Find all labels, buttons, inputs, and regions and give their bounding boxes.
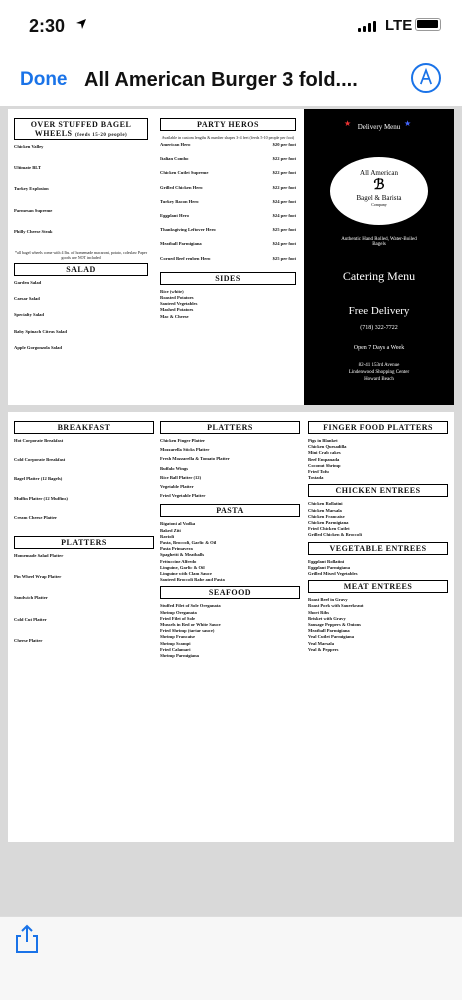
- platters2-heading: PLATTERS: [160, 421, 300, 434]
- menu-item-name: Homemade Salad Platter: [14, 553, 64, 559]
- entrees-column: [308, 418, 448, 653]
- menu-item-name: Grilled Chicken & Broccoli: [308, 532, 362, 538]
- menu-item-name: Mozzarella Sticks Platter: [160, 447, 210, 453]
- item-description: [14, 319, 148, 328]
- share-icon[interactable]: [14, 924, 40, 954]
- logo-line-3: Company: [371, 202, 387, 207]
- menu-item-name: Shrimp Scampi: [160, 640, 191, 646]
- bagel-wheels-heading: [14, 118, 148, 140]
- meat-entrees-heading: MEAT ENTREES: [308, 580, 448, 593]
- menu-item-name: Parmesan Supreme: [14, 207, 53, 213]
- seafood-heading: SEAFOOD: [160, 586, 300, 599]
- menu-item-name: Mashed Potatoes: [160, 307, 194, 313]
- bagel-wheels-column: [14, 115, 148, 361]
- menu-item-name: Specialty Salad: [14, 312, 44, 318]
- menu-item-price: $24 per foot: [272, 241, 296, 247]
- item-description: [14, 351, 148, 360]
- menu-item-name: Grilled Mixed Vegetables: [308, 571, 358, 577]
- free-delivery: Free Delivery: [348, 305, 410, 317]
- item-description: [14, 502, 154, 514]
- menu-item-price: $22 per foot: [272, 170, 296, 176]
- menu-item-name: Roasted Potatoes: [160, 295, 194, 301]
- menu-item-name: Corned Beef reuben Hero: [160, 255, 211, 261]
- menu-item-name: Meatball Parmigiana: [160, 241, 202, 247]
- document-title: All American Burger 3 fold....: [84, 69, 358, 91]
- item-description: [160, 262, 296, 269]
- menu-item-name: Linguine with Clam Sauce: [160, 571, 212, 577]
- menu-item-name: Chicken Quesadilla: [308, 444, 347, 450]
- menu-page-1: [8, 109, 454, 405]
- menu-item-name: Coconut Shrimp: [308, 462, 341, 468]
- item-description: [160, 248, 296, 255]
- signal-icon: [358, 21, 376, 32]
- menu-item-name: Roast Beef in Gravy: [308, 597, 348, 603]
- item-description: [14, 559, 154, 573]
- menu-item-price: $20 per foot: [272, 142, 296, 147]
- menu-item-name: Fried Calamari: [160, 646, 191, 652]
- item-description: [160, 481, 300, 483]
- logo-line-1: All American: [360, 169, 398, 177]
- done-button[interactable]: Done: [20, 69, 68, 90]
- menu-item-name: Mussels in Red or White Sauce: [160, 622, 221, 628]
- menu-item-name: Rice (white): [160, 288, 184, 294]
- menu-item-name: Fried Shrimp (tartar sauce): [160, 628, 215, 634]
- menu-item-name: Garden Salad: [14, 280, 42, 286]
- menu-item-name: Italian Combo: [160, 156, 189, 162]
- menu-item-name: Fried Chicken Cutlet: [308, 526, 350, 532]
- menu-item-name: Turkey Explosion: [14, 186, 49, 192]
- menu-item: [160, 314, 296, 320]
- address-line-3: Howard Beach: [364, 377, 394, 382]
- document-viewer[interactable]: [0, 106, 462, 916]
- navigation-bar: [0, 56, 462, 106]
- menu-item-name: Shrimp Francaise: [160, 634, 196, 640]
- location-arrow-icon: [75, 18, 87, 30]
- catering-menu-title: Catering Menu: [342, 269, 416, 283]
- menu-item-name: Sausage Peppers & Onions: [308, 622, 361, 628]
- menu-item-name: Buffalo Wings: [160, 465, 189, 471]
- sides-heading: SIDES: [160, 272, 296, 285]
- item-description: [160, 490, 300, 492]
- party-heros-heading: PARTY HEROS: [160, 118, 296, 131]
- menu-item-name: Pasta Primavera: [160, 546, 193, 552]
- item-description: [14, 580, 154, 594]
- menu-item-name: Chicken Rollatini: [308, 501, 343, 507]
- item-description: [14, 193, 148, 207]
- menu-item-name: Mac & Cheese: [160, 313, 189, 319]
- menu-item-name: Muffin Platter (12 Muffins): [14, 495, 68, 501]
- platters-heading: PLATTERS: [14, 536, 154, 549]
- item-description: [160, 233, 296, 240]
- item-description: [14, 171, 148, 185]
- menu-item: [160, 653, 300, 659]
- menu-item-name: Linguine, Garlic & Oil: [160, 564, 205, 570]
- item-description: [14, 214, 148, 228]
- menu-item-name: Fried Vegetable Platter: [160, 493, 206, 499]
- delivery-menu-label: Delivery Menu: [357, 123, 401, 131]
- menu-item-name: Caesar Salad: [14, 296, 40, 302]
- vegetable-entrees-heading: VEGETABLE ENTREES: [308, 542, 448, 555]
- menu-item-price: $25 per foot: [272, 255, 296, 261]
- item-description: [14, 286, 148, 295]
- menu-item-name: Brisket with Gravy: [308, 615, 346, 621]
- menu-item-name: Eggplant Parmigiana: [308, 564, 350, 570]
- menu-item-price: $22 per foot: [272, 184, 296, 190]
- menu-item-name: Meatball Parmigiana: [308, 628, 350, 634]
- menu-item-name: Pin Wheel Wrap Platter: [14, 574, 62, 580]
- item-description: [160, 191, 296, 198]
- markup-pen-icon[interactable]: [411, 63, 441, 93]
- menu-item-name: Sauteed Broccoli Rabe and Pasta: [160, 577, 225, 583]
- menu-item-name: Eggplant Hero: [160, 213, 189, 219]
- chicken-entrees-heading: CHICKEN ENTREES: [308, 484, 448, 497]
- network-label: LTE: [385, 17, 413, 34]
- menu-item-name: Chicken Parmigiana: [308, 520, 349, 526]
- item-description: [14, 602, 154, 616]
- item-description: [160, 177, 296, 184]
- menu-item: [308, 571, 448, 577]
- menu-item-name: Tostada: [308, 475, 324, 481]
- menu-item-price: $25 per foot: [272, 227, 296, 233]
- menu-item-name: Cold Corporate Breakfast: [14, 457, 66, 463]
- menu-item-name: Baby Spinach Citrus Salad: [14, 328, 67, 334]
- logo-line-2: Bagel & Barista: [356, 194, 402, 202]
- pasta-heading: PASTA: [160, 504, 300, 517]
- menu-item-name: Eggplant Rollatini: [308, 558, 345, 564]
- item-description: [14, 483, 154, 495]
- salad-heading: SALAD: [14, 263, 148, 276]
- bagel-wheels-title: OVER STUFFED BAGEL WHEELS: [30, 120, 132, 138]
- menu-item-name: Spaghetti & Meatballs: [160, 552, 205, 558]
- menu-item-name: Veal Cutlet Parmigiana: [308, 634, 355, 640]
- item-description: [160, 205, 296, 212]
- menu-item-name: Baked Ziti: [160, 527, 181, 533]
- menu-item-name: Roast Pork with Sauerkraut: [308, 603, 364, 609]
- menu-item-name: Ravioli: [160, 533, 175, 539]
- menu-item-name: Rigatoni al Vodka: [160, 521, 196, 527]
- status-bar: [0, 0, 462, 56]
- menu-item-name: Stuffed Filet of Sole Oreganata: [160, 603, 221, 609]
- battery-icon: [415, 18, 441, 31]
- menu-item-name: Chicken Marsala: [308, 507, 342, 513]
- menu-item-name: Cold Cut Platter: [14, 616, 47, 622]
- item-description: [14, 235, 148, 249]
- finger-food-heading: FINGER FOOD PLATTERS: [308, 421, 448, 434]
- menu-item-name: Thanksgiving Leftover Hero: [160, 227, 216, 233]
- star-icon: ★: [344, 119, 352, 128]
- menu-item-name: Veal & Peppers: [308, 646, 339, 652]
- item-description: [160, 453, 300, 455]
- menu-item-name: Fettuccine Alfredo: [160, 558, 197, 564]
- menu-item-name: American Hero: [160, 142, 191, 147]
- item-description: [14, 302, 148, 311]
- party-heros-column: [160, 115, 296, 320]
- item-description: [160, 148, 296, 155]
- item-description: [14, 644, 154, 658]
- item-description: [14, 623, 154, 637]
- menu-item-name: Veal Marsala: [308, 640, 334, 646]
- menu-item-name: Shrimp Oreganata: [160, 609, 197, 615]
- bottom-toolbar: [0, 916, 462, 1000]
- item-description: [14, 444, 154, 456]
- item-description: [14, 463, 154, 475]
- platters-column: [160, 418, 300, 659]
- menu-item-name: Mini Crab cakes: [308, 450, 341, 456]
- logo-monogram: ℬ: [373, 178, 385, 193]
- item-description: [160, 463, 300, 465]
- menu-item-price: $22 per foot: [272, 156, 296, 162]
- menu-item: [160, 577, 300, 583]
- menu-item-name: Cheese Platter: [14, 637, 43, 643]
- menu-item-price: $24 per foot: [272, 198, 296, 204]
- menu-page-2: [8, 412, 454, 842]
- menu-item-name: Turkey Bacon Hero: [160, 198, 199, 204]
- menu-item-name: Bagel Platter (12 Bagels): [14, 476, 63, 482]
- bagel-wheels-subtitle: (feeds 15-20 people): [74, 133, 128, 138]
- bagel-note: *all bagel wheels come with 4 lbs. of homemade macaroni, potato, coleslaw Paper goods are NOT included: [14, 250, 148, 261]
- item-description: [160, 219, 296, 226]
- clock: 2:30: [29, 16, 66, 36]
- menu-item: [308, 532, 448, 538]
- menu-item-name: Sandwich Platter: [14, 595, 48, 601]
- party-heros-subtitle: Available in custom lengths & number shapes 3-4 feet (feeds 5-10 people per foot): [161, 135, 295, 140]
- menu-item-name: Chicken Valley: [14, 144, 44, 149]
- menu-item-name: Fresh Mozzarella & Tomato Platter: [160, 456, 230, 462]
- menu-item-name: Vegetable Platter: [160, 484, 194, 490]
- item-description: [160, 472, 300, 474]
- menu-item-name: Cream Cheese Platter: [14, 514, 58, 520]
- menu-item-name: Fried Tofu: [308, 469, 329, 475]
- breakfast-heading: BREAKFAST: [14, 421, 154, 434]
- item-description: [160, 499, 300, 501]
- item-description: [160, 444, 300, 446]
- tagline: Authentic Hand Rolled, Water-Boiled Bagels: [341, 237, 417, 247]
- item-description: [14, 335, 148, 344]
- menu-item-name: Sauteed Vegetables: [160, 301, 198, 307]
- address-line-1: 82-41 153rd Avenue: [358, 363, 400, 368]
- menu-item-name: Shrimp Parmigiana: [160, 653, 199, 659]
- menu-cover: [304, 109, 454, 405]
- item-description: [14, 150, 148, 164]
- menu-item-name: Apple Gorgonzola Salad: [14, 344, 62, 350]
- menu-item-name: Pasta, Broccoli, Garlic & Oil: [160, 540, 217, 546]
- menu-item-name: Rice Ball Platter (12): [160, 474, 202, 480]
- hours: Open 7 Days a Week: [353, 345, 405, 351]
- menu-item-name: Pigs in Blanket: [308, 438, 338, 443]
- address-line-2: Lindenwood Shopping Center: [348, 370, 410, 375]
- item-description: [160, 162, 296, 169]
- menu-item-name: Grilled Chicken Hero: [160, 184, 203, 190]
- menu-item-name: Ultimate BLT: [14, 165, 42, 171]
- phone-number: (718) 322-7722: [360, 325, 398, 331]
- menu-item-name: Beef Empanada: [308, 456, 340, 462]
- breakfast-column: [14, 418, 154, 659]
- menu-item-name: Chicken Finger Platter: [160, 438, 206, 443]
- menu-item: [308, 647, 448, 653]
- menu-item-name: Short Ribs: [308, 609, 330, 615]
- logo: [330, 157, 428, 225]
- menu-item-name: Philly Cheese Steak: [14, 228, 53, 234]
- item-description: [14, 521, 154, 533]
- menu-item-name: Hot Corporate Breakfast: [14, 438, 64, 443]
- menu-item-name: Chicken Cutlet Supreme: [160, 170, 209, 176]
- menu-item-price: $24 per foot: [272, 213, 296, 219]
- star-icon: ★: [404, 119, 412, 128]
- menu-item-name: Fried Filet of Sole: [160, 615, 196, 621]
- menu-item-name: Chicken Francaise: [308, 513, 345, 519]
- menu-item: [308, 475, 448, 481]
